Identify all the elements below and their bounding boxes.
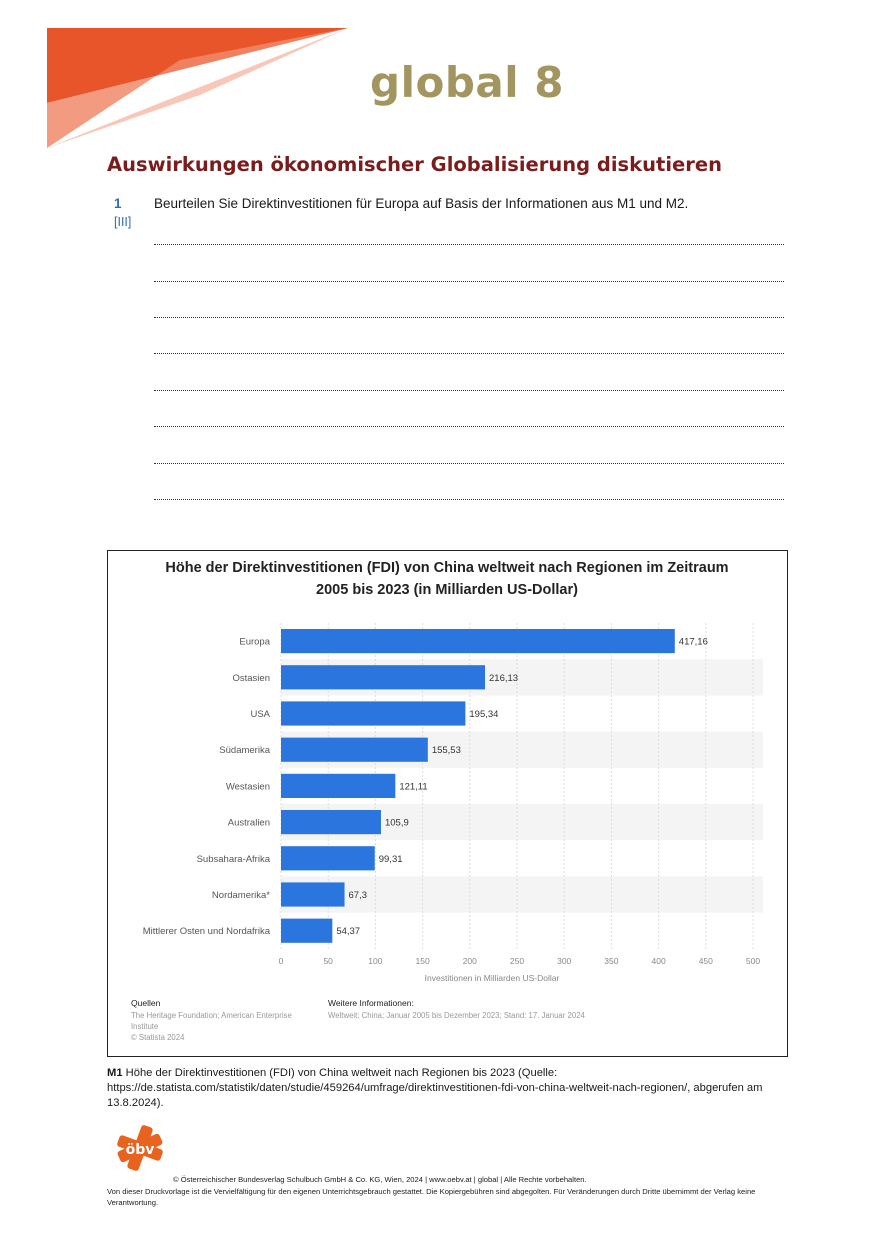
- category-label: Australien: [227, 817, 270, 829]
- task-number: 1: [114, 196, 122, 211]
- answer-line[interactable]: [154, 390, 784, 391]
- bar-value-label: 121,11: [399, 781, 428, 793]
- bar: [281, 665, 485, 689]
- bar-value-label: 195,34: [469, 709, 499, 720]
- sources-heading: Quellen: [131, 998, 161, 1008]
- x-tick-label: 400: [651, 955, 666, 966]
- bar: [281, 846, 375, 870]
- chart-title: Höhe der Direktinvestitionen (FDI) von China weltweit nach Regionen im Zeitraum: [165, 560, 729, 576]
- bar: [281, 882, 345, 906]
- task-instruction: Beurteilen Sie Direktinvestitionen für Europa auf Basis der Informationen aus M1 und M2.: [154, 196, 689, 211]
- category-label: Europa: [239, 636, 270, 648]
- page-title: global 8: [370, 58, 564, 107]
- figure-caption: [107, 1066, 787, 1111]
- caption-label: M1: [107, 1067, 123, 1079]
- category-label: Ostasien: [232, 672, 270, 684]
- publisher-logo: [116, 1124, 164, 1172]
- x-tick-label: 100: [368, 955, 383, 966]
- answer-line[interactable]: [154, 426, 784, 427]
- answer-line[interactable]: [154, 317, 784, 318]
- x-tick-label: 500: [745, 955, 761, 966]
- bar: [281, 774, 395, 798]
- answer-line[interactable]: [154, 353, 784, 354]
- answer-line[interactable]: [154, 244, 784, 245]
- chart-frame: [107, 550, 788, 1057]
- category-label: Südamerika: [219, 745, 270, 757]
- category-label: USA: [250, 709, 270, 720]
- section-heading: Auswirkungen ökonomischer Globalisierung diskutieren: [107, 153, 722, 176]
- bar-value-label: 417,16: [678, 636, 708, 648]
- x-tick-label: 250: [509, 955, 525, 966]
- sources-copyright: © Statista 2024: [131, 1033, 185, 1042]
- x-tick-label: 150: [415, 955, 430, 966]
- answer-line[interactable]: [154, 499, 784, 500]
- footer-copyright: © Österreichischer Bundesverlag Schulbuch GmbH & Co. KG, Wien, 2024 | www.oebv.at | global | Alle Rechte vorbehalten.: [173, 1175, 587, 1184]
- bar: [281, 701, 465, 725]
- bar: [281, 919, 332, 943]
- x-tick-label: 50: [323, 955, 333, 966]
- info-heading: Weitere Informationen:: [328, 998, 414, 1008]
- x-tick-label: 0: [278, 955, 284, 966]
- footer-notice: Von dieser Druckvorlage ist die Vervielfältigung für den eigenen Unterrichtsgebrauch gestattet. Die Kopiergebühren sind abgegolten. Für Veränderungen durch Dritte übernimmt der Verlag keine Verantwortung.: [107, 1187, 756, 1207]
- x-axis-label: Investitionen in Milliarden US-Dollar: [424, 972, 560, 983]
- info-text: Weltweit; China; Januar 2005 bis Dezember 2023; Stand: 17. Januar 2024: [328, 1011, 585, 1020]
- x-tick-label: 450: [698, 955, 713, 966]
- category-label: Mittlerer Osten und Nordafrika: [142, 926, 270, 938]
- chart-title-line-2: 2005 bis 2023 (in Milliarden US-Dollar): [316, 582, 578, 598]
- category-label: Westasien: [225, 781, 270, 793]
- bar-chart: [108, 551, 787, 1056]
- task-level: [III]: [114, 215, 132, 229]
- bar: [281, 738, 428, 762]
- category-label: Nordamerika*: [211, 890, 270, 901]
- sources-text: The Heritage Foundation; American Enterprise: [131, 1011, 292, 1020]
- bar-value-label: 99,31: [378, 853, 403, 865]
- sources-text: Institute: [131, 1022, 159, 1031]
- answer-line[interactable]: [154, 281, 784, 282]
- x-tick-label: 200: [462, 955, 477, 966]
- bar-value-label: 105,9: [384, 817, 409, 829]
- bar: [281, 629, 675, 653]
- x-tick-label: 350: [604, 955, 619, 966]
- bar-value-label: 54,37: [336, 926, 361, 938]
- bar: [281, 810, 381, 834]
- logo-text: öbv: [125, 1142, 155, 1158]
- bar-value-label: 216,13: [489, 672, 519, 684]
- bar-value-label: 67,3: [348, 890, 368, 901]
- category-label: Subsahara-Afrika: [196, 853, 270, 865]
- decorative-corner-graphic: [0, 0, 360, 155]
- caption-text: Höhe der Direktinvestitionen (FDI) von China weltweit nach Regionen bis 2023 (Quelle: https://de.statista.com/statistik/daten/studie/459264/umfrage/direktinvestitionen-fdi-von-china-weltweit-nach-regionen/, abgerufen am 13.8.2024).: [107, 1067, 763, 1109]
- answer-line[interactable]: [154, 463, 784, 464]
- x-tick-label: 300: [557, 955, 572, 966]
- bar-value-label: 155,53: [431, 745, 461, 757]
